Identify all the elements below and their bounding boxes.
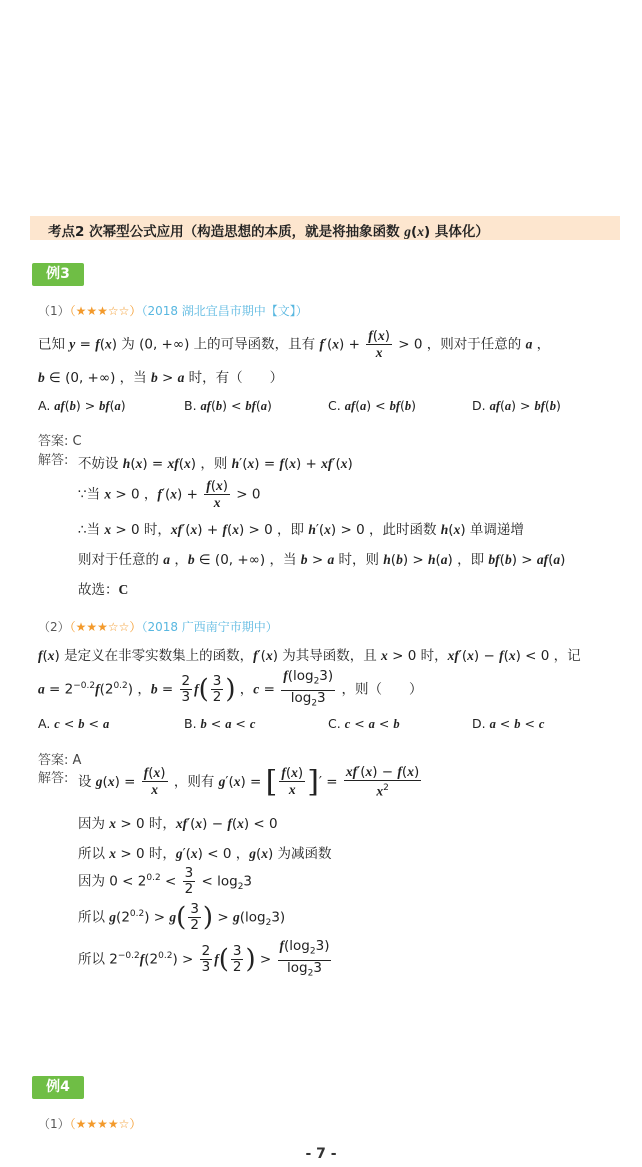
problem-number: （1） xyxy=(38,1117,70,1131)
answer: 答案: A xyxy=(38,753,82,768)
problem-statement-line1: 已知 y = f(x) 为 (0, +∞) 上的可导函数，且有 f′(x) + $\frac{f(x)}{x}$ > 0 ，则对于任意的 a ， xyxy=(38,328,551,360)
example-tag: 例4 xyxy=(32,1076,84,1099)
solution-step: 则对于任意的 a ，b ∈ (0, +∞) ，当 b > a 时，则 h(b) > h(a) ，即 bf(b) > af(a) xyxy=(78,552,566,568)
option-d[interactable]: D. a < b < c xyxy=(472,716,545,731)
problem-number: （1） xyxy=(38,304,70,318)
option-b[interactable]: B. b < a < c xyxy=(184,716,256,731)
solution-step: 所以 $2^{-0.2}f(2^{0.2})$ > $\frac{2}{3}$ f( $\frac{3}{2}$ ) > $\frac{f(\log_23)}{\log_23}$ xyxy=(78,938,330,979)
solution-label: 解答: xyxy=(38,771,69,786)
problem-statement-line2: $a = 2^{-0.2}f(2^{0.2})$ ，b = $\frac{2}{3}$ f( $\frac{3}{2}$ ) ，c = $\frac{f(\log_23)}{\log_23}$ ，则（ ） xyxy=(38,668,423,709)
solution-label: 解答: xyxy=(38,453,69,468)
problem-meta xyxy=(38,618,278,635)
page-number: - 7 - xyxy=(305,1146,337,1162)
option-b[interactable]: B. af(b) < bf(a) xyxy=(184,398,272,413)
solution-step: 所以 x > 0 时，g′(x) < 0 ，g(x) 为减函数 xyxy=(78,846,332,862)
solution-step: ∴当 x > 0 时，xf′(x) + f(x) > 0 ，即 h′(x) > 0 ，此时函数 h(x) 单调递增 xyxy=(78,522,524,538)
problem-source: （2018 湖北宜昌市期中【文】） xyxy=(141,304,308,318)
answer: 答案: C xyxy=(38,434,82,449)
section-heading: 考点2 次幂型公式应用（构造思想的本质，就是将抽象函数 g(x) 具体化） xyxy=(48,224,489,240)
solution-step: 所以 $g(2^{0.2}) > g$( $\frac{3}{2}$ ) > $g(\log_23)$ xyxy=(78,901,286,933)
problem-source: （2018 广西南宁市期中） xyxy=(141,620,278,634)
option-d[interactable]: D. af(a) > bf(b) xyxy=(472,398,561,413)
solution-step: 因为 $0 < 2^{0.2}$ < $\frac{3}{2}$ < $\log_23$ xyxy=(78,865,253,897)
solution-step: 因为 x > 0 时，xf′(x) − f(x) < 0 xyxy=(78,816,278,832)
problem-meta xyxy=(38,302,308,319)
solution-step: ∵当 x > 0 ，f′(x) + $\frac{f(x)}{x}$ > 0 xyxy=(78,478,261,510)
solution-step: 不妨设 h(x) = xf(x) ，则 h′(x) = f(x) + xf′(x) xyxy=(78,456,353,472)
solution-step: 故选：C xyxy=(78,582,129,598)
option-a[interactable]: A. af(b) > bf(a) xyxy=(38,398,126,413)
option-c[interactable]: C. af(a) < bf(b) xyxy=(328,398,417,413)
problem-statement-line2: b ∈ (0, +∞) ，当 b > a 时，有（ ） xyxy=(38,370,284,386)
example-tag: 例3 xyxy=(32,263,84,286)
difficulty-stars: （★★★★☆） xyxy=(69,1117,142,1131)
option-a[interactable]: A. c < b < a xyxy=(38,716,110,731)
problem-meta xyxy=(38,1115,141,1132)
difficulty-stars: （★★★☆☆） xyxy=(69,620,142,634)
problem-statement-line1: f(x) 是定义在非零实数集上的函数，f′(x) 为其导函数，且 x > 0 时，xf′(x) − f(x) < 0 ，记 xyxy=(38,648,581,664)
solution-step: 设 g(x) = $\frac{f(x)}{x}$ ，则有 g′(x) = [ $\frac{f(x)}{x}$ ]′ = $\frac{xf'(x) - f(x)}{x^2}$ xyxy=(78,764,420,800)
problem-number: （2） xyxy=(38,620,70,634)
difficulty-stars: （★★★☆☆） xyxy=(69,304,142,318)
option-c[interactable]: C. c < a < b xyxy=(328,716,400,731)
